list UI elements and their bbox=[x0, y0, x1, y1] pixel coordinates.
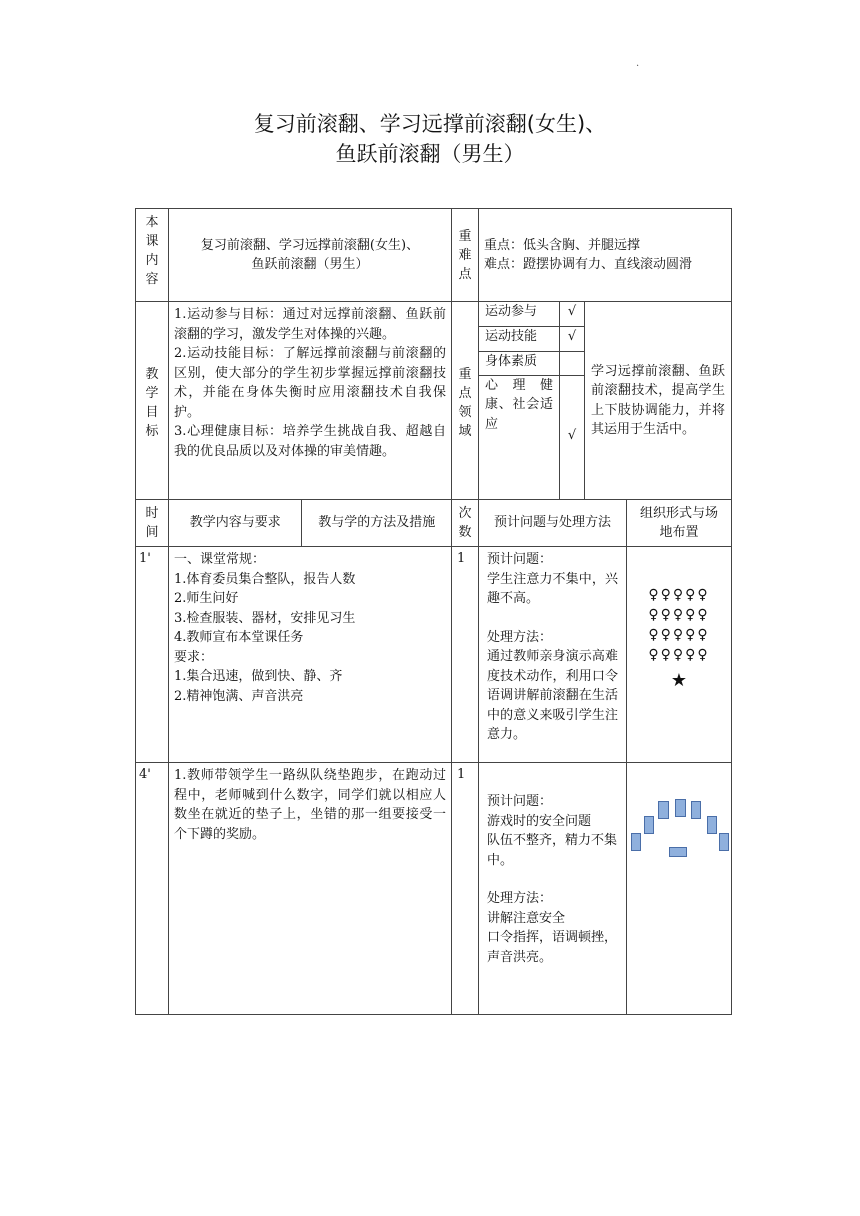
page-marker: . bbox=[636, 58, 640, 69]
difficulty-label: 重难点 bbox=[452, 209, 479, 302]
section-row bbox=[136, 547, 732, 763]
section-time: 4' bbox=[136, 763, 169, 1015]
header-content: 教学内容与要求 bbox=[169, 500, 302, 547]
domain-name: 运动技能 bbox=[479, 326, 560, 351]
key-point: 重点：低头含胸、并腿远撑 bbox=[484, 237, 641, 253]
mat-icon bbox=[707, 816, 717, 834]
student-formation-row: ♀♀♀♀♀ bbox=[648, 647, 710, 663]
title-line2: 鱼跃前滚翻（男生） bbox=[335, 142, 525, 166]
lesson-content-label: 本课内容 bbox=[136, 209, 169, 302]
mat-icon bbox=[631, 833, 641, 851]
section-content: 一、课堂常规： 1.体育委员集合整队，报告人数 2.师生问好 3.检查服装、器材，安排见习生 4.教师宣布本堂课任务 要求： 1.集合迅速，做到快、静、齐 2.精神饱满、声音洪亮 bbox=[169, 547, 452, 763]
section-time: 1' bbox=[136, 547, 169, 763]
lesson-content-row bbox=[136, 209, 732, 302]
mat-icon bbox=[691, 801, 701, 819]
section-content: 1.教师带领学生一路纵队绕垫跑步，在跑动过程中，老师喊到什么数字，同学们就以相应人数坐在就近的垫子上，坐错的那一组要接受一个下蹲的奖励。 bbox=[169, 763, 452, 1015]
domain-cell bbox=[479, 302, 732, 500]
domain-check: √ bbox=[560, 326, 585, 351]
domain-name: 心 理 健 康、社会适应 bbox=[479, 375, 560, 499]
header-org: 组织形式与场地布置 bbox=[627, 500, 732, 547]
student-formation-row: ♀♀♀♀♀ bbox=[648, 607, 710, 623]
domain-check: √ bbox=[560, 375, 585, 499]
domain-name: 运动参与 bbox=[479, 302, 560, 326]
student-formation-row: ♀♀♀♀♀ bbox=[648, 587, 710, 603]
mat-icon bbox=[675, 799, 686, 817]
mat-icon bbox=[658, 801, 669, 819]
formation-layout bbox=[627, 547, 732, 763]
mat-icon bbox=[644, 816, 654, 834]
domain-check: √ bbox=[560, 302, 585, 326]
domain-name: 身体素质 bbox=[479, 351, 560, 375]
header-problem: 预计问题与处理方法 bbox=[479, 500, 627, 547]
header-method: 教与学的方法及措施 bbox=[302, 500, 452, 547]
teacher-star-icon: ★ bbox=[670, 670, 688, 691]
mat-layout bbox=[627, 763, 732, 1015]
domain-label: 重点领域 bbox=[452, 302, 479, 500]
mat-icon bbox=[669, 847, 687, 857]
schedule-header-row bbox=[136, 500, 732, 547]
header-count: 次数 bbox=[452, 500, 479, 547]
section-problem: 预计问题： 游戏时的安全问题 队伍不整齐，精力不集中。 处理方法： 讲解注意安全 口令指挥，语调顿挫，声音洪亮。 bbox=[479, 763, 627, 1015]
header-time: 时间 bbox=[136, 500, 169, 547]
domain-summary: 学习远撑前滚翻、鱼跃前滚翻技术，提高学生上下肢协调能力，并将其运用于生活中。 bbox=[591, 363, 725, 437]
lesson-plan-table bbox=[135, 208, 732, 1015]
teaching-goals: 1.运动参与目标：通过对远撑前滚翻、鱼跃前滚翻的学习，激发学生对体操的兴趣。 2.运动技能目标：了解远撑前滚翻与前滚翻的区别，使大部分的学生初步掌握远撑前滚翻技术，并能在身体失衡时应用滚翻技术自我保护。 3.心理健康目标：培养学生挑战自我、超越自我的优良品质以及对体操的审美情趣。 bbox=[169, 302, 452, 500]
key-difficult-points bbox=[479, 209, 732, 302]
difficult-point: 难点：蹬摆协调有力、直线滚动圆滑 bbox=[484, 257, 693, 272]
section-count: 1 bbox=[452, 763, 479, 1015]
lesson-content: 复习前滚翻、学习远撑前滚翻(女生)、 鱼跃前滚翻（男生） bbox=[169, 209, 452, 302]
title-line1: 复习前滚翻、学习远撑前滚翻(女生)、 bbox=[253, 112, 607, 136]
domain-list bbox=[479, 302, 585, 499]
teaching-goals-row bbox=[136, 302, 732, 500]
section-problem: 预计问题： 学生注意力不集中，兴趣不高。 处理方法： 通过教师亲身演示高难度技术动作，利用口令语调讲解前滚翻在生活中的意义来吸引学生注意力。 bbox=[479, 547, 627, 763]
teaching-goals-label: 教学目标 bbox=[136, 302, 169, 500]
section-row bbox=[136, 763, 732, 1015]
student-formation-row: ♀♀♀♀♀ bbox=[648, 627, 710, 643]
section-count: 1 bbox=[452, 547, 479, 763]
mat-icon bbox=[719, 833, 729, 851]
domain-check bbox=[560, 351, 585, 375]
